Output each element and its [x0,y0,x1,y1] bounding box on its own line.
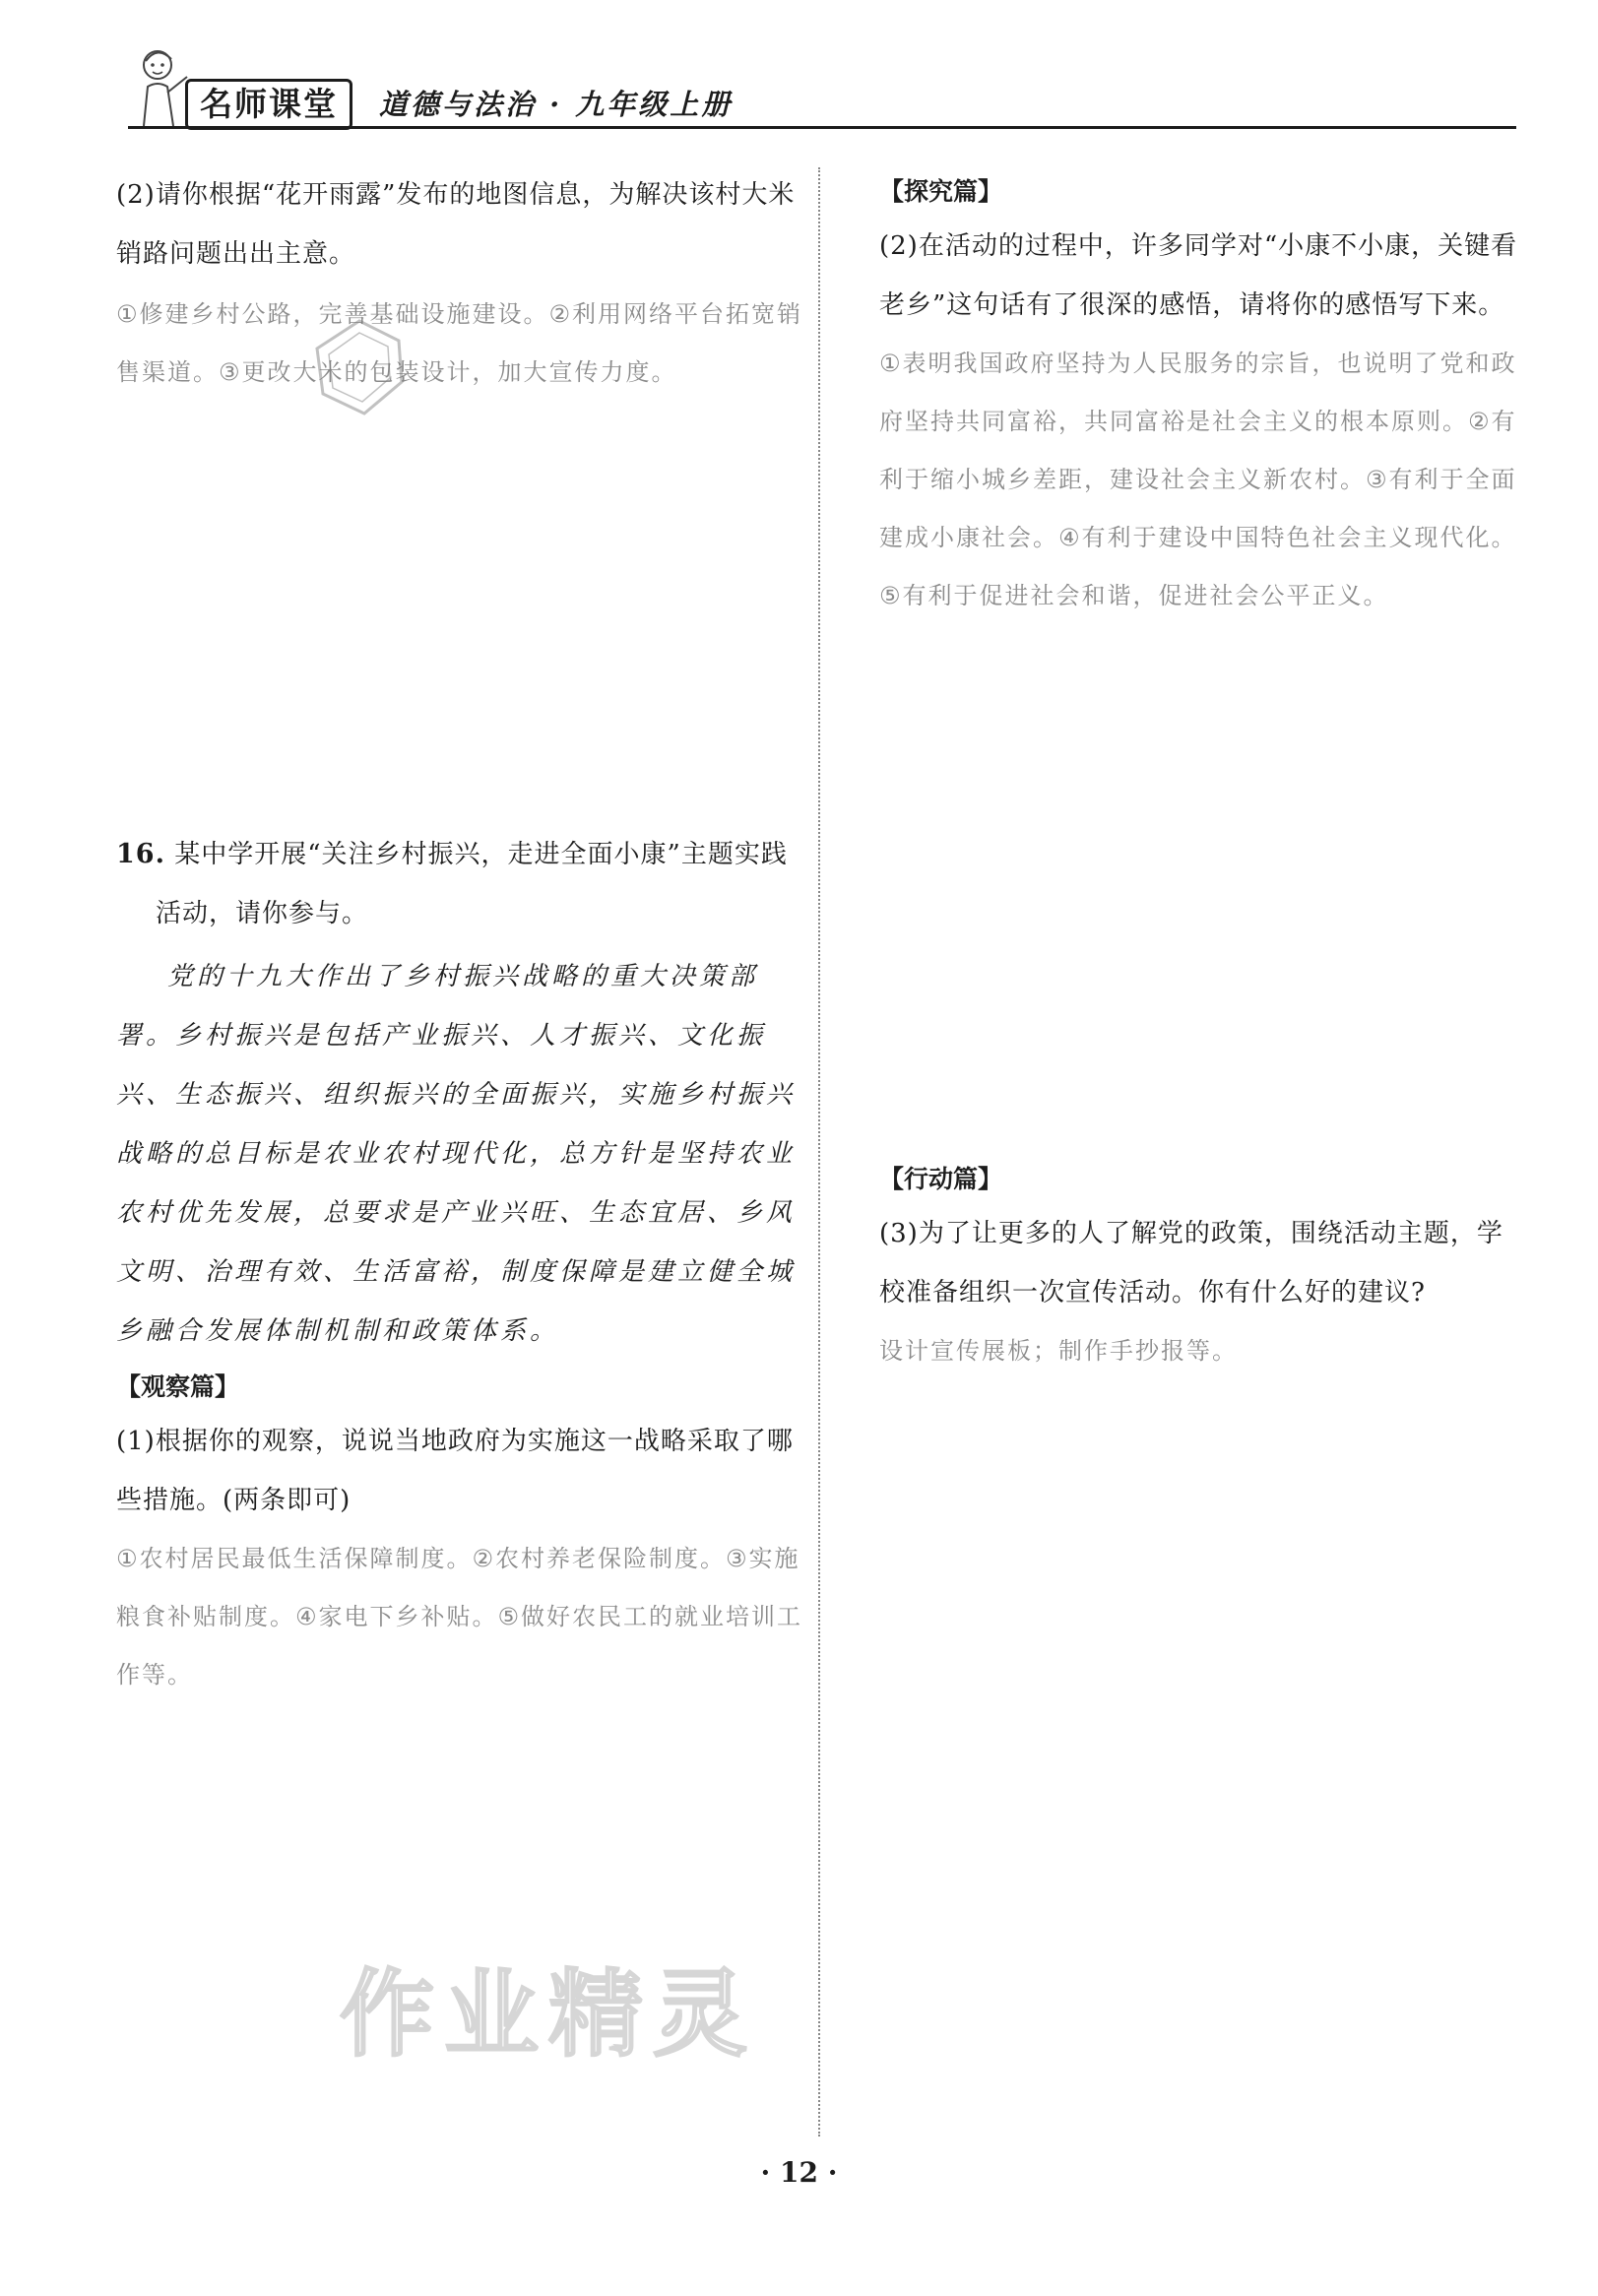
right-column [879,165,1519,1380]
header-rule [128,126,1516,129]
q16-number: 16. [116,839,165,869]
left-q2-prompt: (2)请你根据“花开雨露”发布的地图信息，为解决该村大米销路问题出出主意。 [116,180,796,269]
left-q1-answer: ①农村居民最低生活保障制度。②农村养老保险制度。③实施粮食补贴制度。④家电下乡补贴。⑤做好农民工的就业培训工作等。 [116,1545,803,1689]
explore-heading: 【探究篇】 [879,177,1003,206]
right-q2-prompt: (2)在活动的过程中，许多同学对“小康不小康，关键看老乡”这句话有了很深的感悟，请将你的感悟写下来。 [879,231,1518,320]
left-q2-answer: ①修建乡村公路，完善基础设施建设。②利用网络平台拓宽销售渠道。③更改大米的包装设计，加大宣传力度。 [116,300,803,386]
left-column [116,165,805,1704]
q16-passage: 党的十九大作出了乡村振兴战略的重大决策部署。乡村振兴是包括产业振兴、人才振兴、文化振兴、生态振兴、组织振兴的全面振兴，实施乡村振兴战略的总目标是农业农村现代化，总方针是坚持农业农村优先发展，总要求是产业兴旺、生态宜居、乡风文明、治理有效、生活富裕，制度保障是建立健全城乡融合发展体制机制和政策体系。 [116,962,797,1346]
left-q1-prompt: (1)根据你的观察，说说当地政府为实施这一战略采取了哪些措施。(两条即可) [116,1427,794,1515]
right-q3-prompt: (3)为了让更多的人了解党的政策，围绕活动主题，学校准备组织一次宣传活动。你有什么好的建议? [879,1219,1503,1307]
brand-logo: 名师课堂 [185,79,352,130]
watermark-stamp-icon [305,313,414,421]
page-header [128,43,1516,132]
watermark-text: 作业精灵 [340,1959,757,2070]
observe-heading: 【观察篇】 [116,1372,240,1401]
column-divider [818,167,820,2137]
q16-prompt: 某中学开展“关注乡村振兴，走进全面小康”主题实践活动，请你参与。 [156,840,788,928]
book-title: 道德与法治 · 九年级上册 [379,88,734,121]
page-number: · 12 · [760,2156,838,2189]
action-heading: 【行动篇】 [879,1165,1003,1193]
right-q2-answer: ①表明我国政府坚持为人民服务的宗旨，也说明了党和政府坚持共同富裕，共同富裕是社会主义的根本原则。②有利于缩小城乡差距，建设社会主义新农村。③有利于全面建成小康社会。④有利于建设中国特色社会主义现代化。⑤有利于促进社会和谐，促进社会公平正义。 [879,350,1517,609]
q16-block [116,825,805,943]
right-q3-answer: 设计宣传展板；制作手抄报等。 [879,1337,1238,1365]
